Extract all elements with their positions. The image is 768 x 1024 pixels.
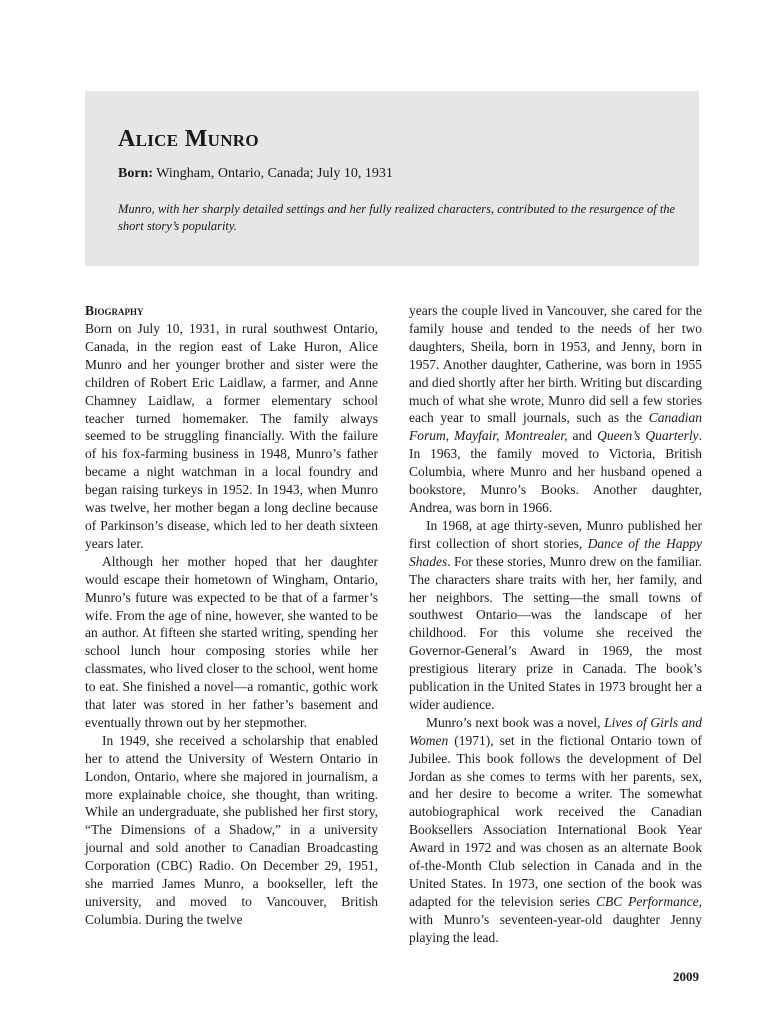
text-run: years the couple lived in Vancouver, she cared for the family house and tended to the needs of her two daughters, Sheila, born in 1953, and Jenny, born in 1957. Another daughter, Catherine, was born in 1955 and died shortly after her birth. Writing but discarding much of what she wrote, Munro did sell a few stories each year to small journals, such as the (409, 303, 702, 426)
born-label: Born: (118, 166, 153, 181)
text-run: , with Munro’s seventeen-year-old daughter Jenny playing the lead. (409, 893, 702, 945)
biography-paragraph-1: Born on July 10, 1931, in rural southwest Ontario, Canada, in the region east of Lake Huron, Alice Munro and her younger brother and sister were the children of Robert Eric Laidlaw, a farmer, and Anne Chamney Laidlaw, a former elementary school teacher turned homemaker. The family always seemed to be struggling financially. With the failure of his fox-farming business in 1948, Munro’s father became a night watchman in a local foundry and began raising turkeys in 1952. In 1943, when Munro was twelve, her mother began a long decline because of Parkinson’s disease, which led to her death sixteen years later. (85, 321, 378, 551)
text-run: Munro’s next book was a novel, (426, 714, 605, 730)
biography-heading: Biography (85, 303, 144, 318)
born-value: Wingham, Ontario, Canada; July 10, 1931 (153, 166, 393, 181)
text-run: (1971), set in the fictional Ontario town of Jubilee. This book follows the development of Del Jordan as she comes to terms with her parents, sex, and her desire to become a writer. The somewhat autobiographical work received the Canadian Booksellers Association International Book Year Award in 1972 and was chosen as an alternate Book of-the-Month Club selection in Canada and in the United States. In 1973, one section of the book was adapted for the television series (409, 732, 702, 909)
biography-paragraph-2: Although her mother hoped that her daughter would escape their hometown of Wingham, Ontario, Munro’s future was expected to be that of a farmer’s wife. From the age of nine, however, she wanted to be an author. At fifteen she started writing, spending her school lunch hour composing stories while her classmates, who lived closer to the school, went home to eat. She finished a novel—a romantic, gothic work that later was stored in her father’s basement and eventually thrown out by her stepmother. (85, 553, 378, 730)
journal-titles: Canadian Forum, Mayfair, Montrealer, (409, 410, 702, 444)
text-run: . In 1963, the family moved to Victoria, British Columbia, where Munro and her husband opened a bookstore, Munro’s Books. Another daughter, Andrea, was born in 1966. (409, 428, 702, 515)
biography-paragraph-5 (409, 517, 702, 714)
biography-paragraph-6 (409, 714, 702, 947)
text-run: and (567, 428, 598, 444)
page-number: 2009 (673, 969, 699, 984)
biography-paragraph-4 (409, 302, 702, 517)
text-run: In 1968, at age thirty-seven, Munro published her first collection of short stories, (409, 517, 702, 551)
right-column (409, 302, 702, 947)
book-title: Dance of the Happy Shades (409, 535, 703, 569)
series-title: CBC Performance (595, 893, 699, 909)
text-run: . For these stories, Munro drew on the familiar. The characters share traits with her, her family, and her neighbors. The setting—the small towns of southwest Ontario—was the landscape of her childhood. For this volume she received the Governor-General’s Award in 1969, the most prestigious literary prize in Canada. The book’s publication in the United States in 1973 brought her a wider audience. (409, 553, 702, 712)
book-title: Lives of Girls and Women (409, 714, 702, 748)
biography-paragraph-3: In 1949, she received a scholarship that enabled her to attend the University of Western Ontario in London, Ontario, where she majored in journalism, a more explainable choice, she thought, than writing. While an undergraduate, she published her first story, “The Dimensions of a Shadow,” in a university journal and sold another to Canadian Broadcasting Corporation (CBC) Radio. On December 29, 1951, she married James Munro, a bookseller, left the university, and moved to Vancouver, British Columbia. During the twelve (85, 732, 378, 927)
journal-title: Queen’s Quarterly (597, 428, 699, 444)
author-name: Alice Munro (118, 126, 259, 152)
birth-info (118, 166, 393, 182)
left-column (85, 302, 378, 929)
author-summary: Munro, with her sharply detailed settings and her fully realized characters, contributed to the resurgence of the short story’s popularity. (118, 202, 676, 233)
